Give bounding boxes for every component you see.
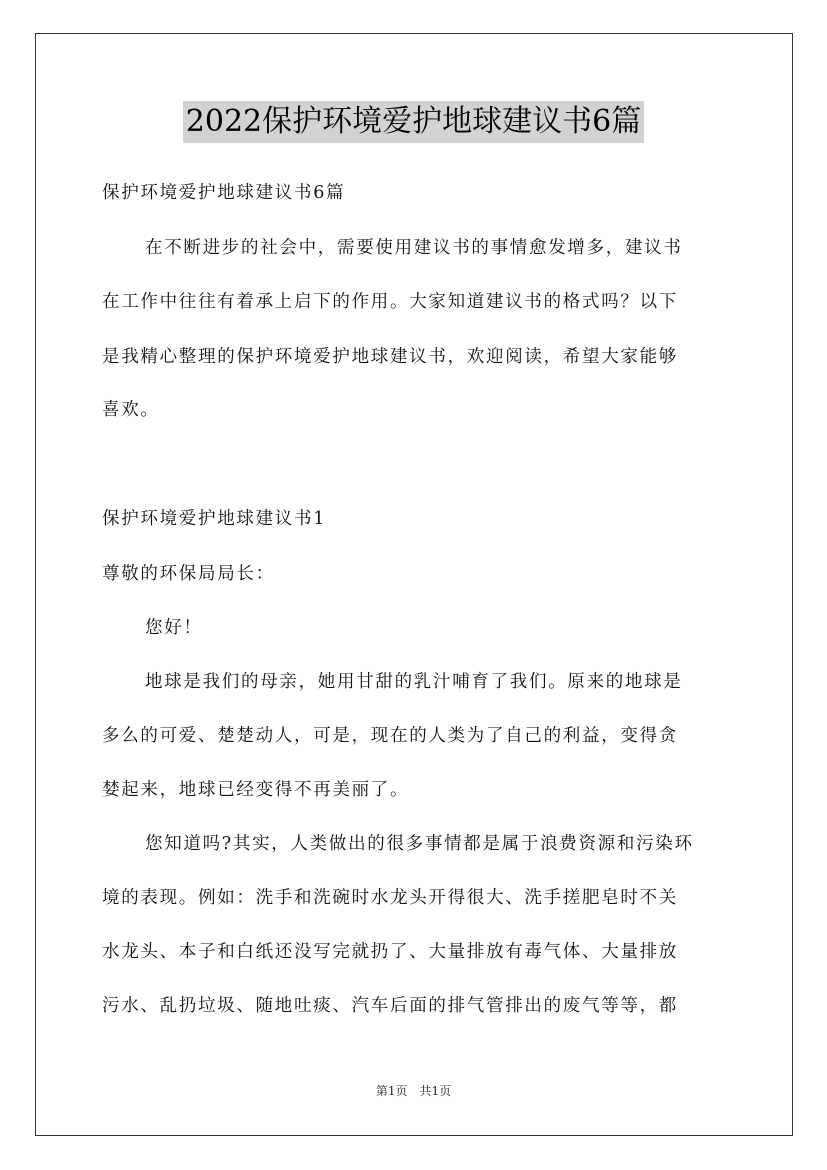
intro-line-2: 在工作中往往有着承上启下的作用。大家知道建议书的格式吗？以下 (102, 292, 678, 312)
intro-line-1: 在不断进步的社会中，需要使用建议书的事情愈发增多，建议书 (145, 238, 683, 258)
paragraph1-line-1: 地球是我们的母亲，她用甘甜的乳汁哺育了我们。原来的地球是 (145, 672, 683, 692)
greeting: 您好！ (145, 618, 203, 638)
section-heading: 保护环境爱护地球建议书1 (102, 509, 327, 529)
paragraph1-line-2: 多么的可爱、楚楚动人，可是，现在的人类为了自己的利益，变得贪 (102, 726, 678, 746)
intro-line-3: 是我精心整理的保护环境爱护地球建议书，欢迎阅读，希望大家能够 (102, 347, 678, 367)
paragraph2-line-2: 境的表现。例如：洗手和洗碗时水龙头开得很大、洗手搓肥皂时不关 (102, 888, 678, 908)
paragraph1-line-3: 婪起来，地球已经变得不再美丽了。 (102, 780, 410, 800)
title-container (0, 101, 827, 143)
paragraph2-line-4: 污水、乱扔垃圾、随地吐痰、汽车后面的排气管排出的废气等等，都 (102, 996, 678, 1016)
paragraph2-line-3: 水龙头、本子和白纸还没写完就扔了、大量排放有毒气体、大量排放 (102, 942, 678, 962)
intro-line-4: 喜欢。 (102, 400, 160, 420)
paragraph2-line-1: 您知道吗?其实，人类做出的很多事情都是属于浪费资源和污染环 (145, 834, 694, 854)
page-footer: 第1页 共1页 (375, 1084, 452, 1098)
salutation: 尊敬的环保局局长： (102, 564, 275, 584)
document-title: 2022保护环境爱护地球建议书6篇 (183, 101, 644, 143)
document-subtitle: 保护环境爱护地球建议书6篇 (102, 183, 346, 203)
